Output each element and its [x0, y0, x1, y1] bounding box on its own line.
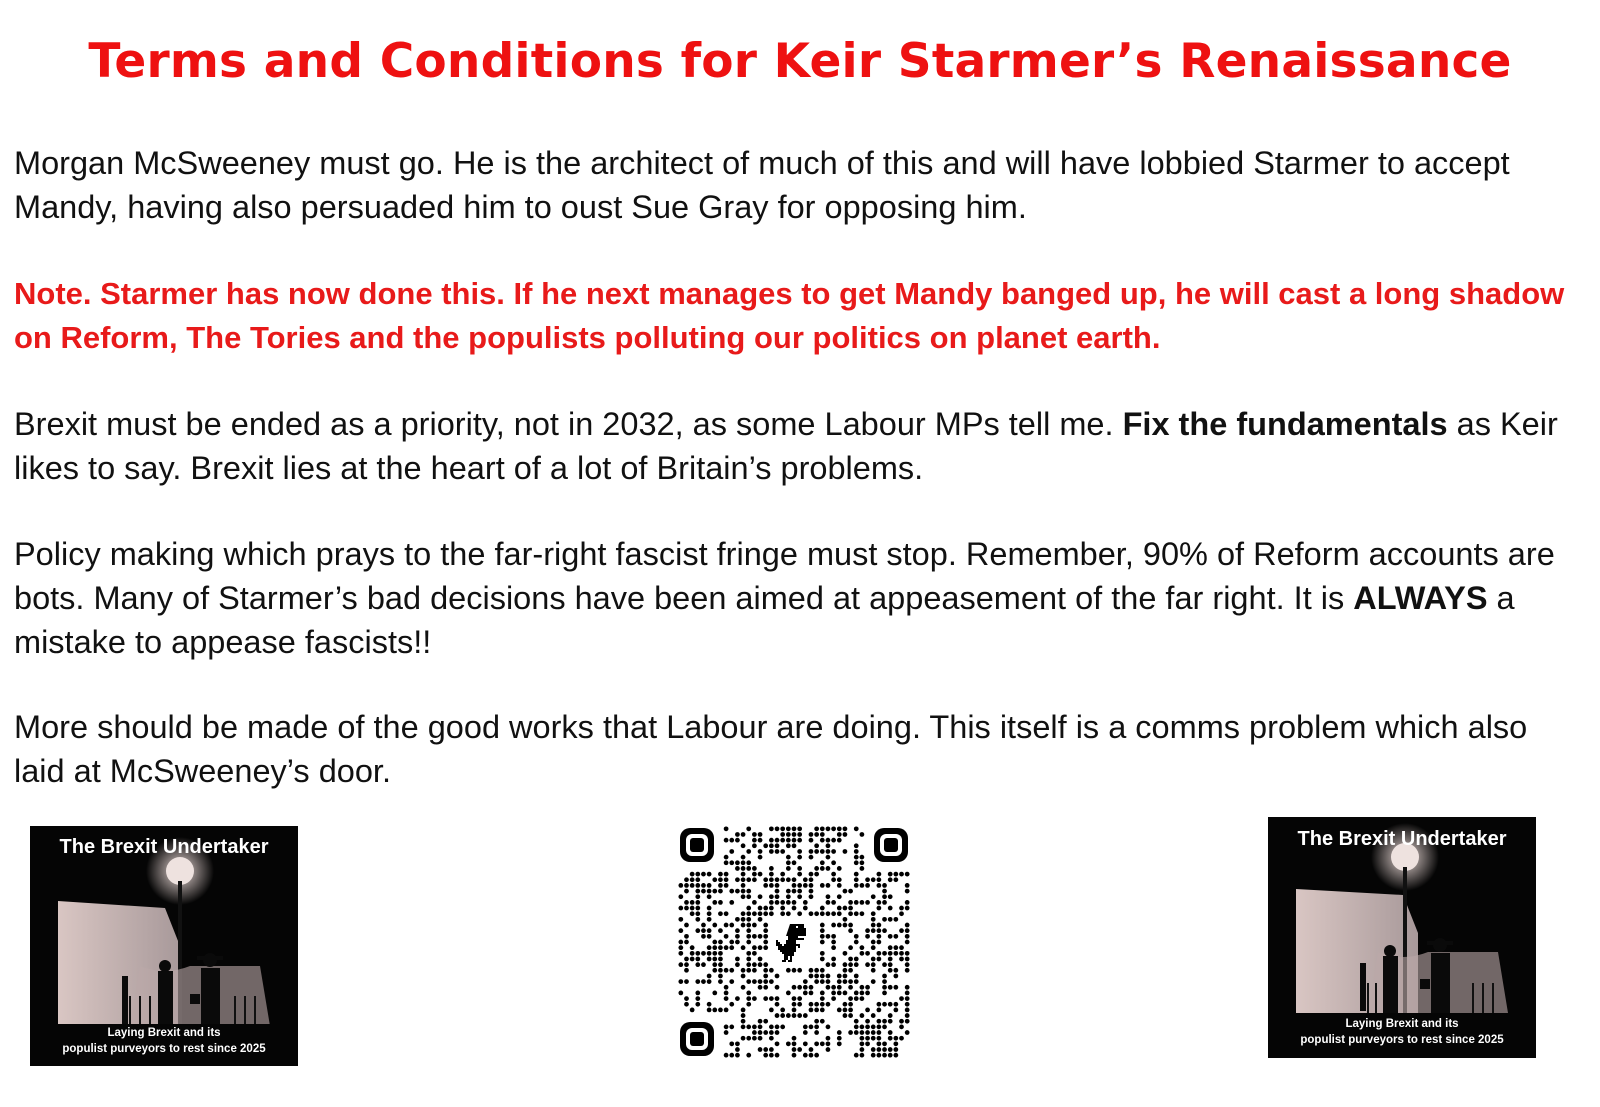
poster-left [30, 826, 298, 1066]
paragraph-comms: More should be made of the good works that Labour are doing. This itself is a comms problem which also laid at McSweeney’s door. [14, 709, 1528, 789]
note-paragraph: Note. Starmer has now done this. If he next manages to get Mandy banged up, he will cast a long shadow on Reform, The Tories and the populists polluting our politics on planet earth. [14, 276, 1565, 355]
poster-left-tagline [30, 1025, 298, 1057]
brexit-text-part2: as Keir likes to say. Brexit lies at the heart of a lot of Britain’s problems. [14, 406, 1558, 486]
policy-text-bold: ALWAYS [1353, 580, 1488, 616]
poster-right [1268, 817, 1536, 1058]
policy-text-part2: a mistake to appease fascists!! [14, 580, 1515, 660]
poster-left-title: The Brexit Undertaker [59, 836, 269, 858]
page-title: Terms and Conditions for Keir Starmer’s Renaissance [88, 34, 1512, 89]
qr-finder-top-left [680, 828, 714, 862]
qr-finder-bottom-left [680, 1022, 714, 1056]
poster-right-tagline-line1: Laying Brexit and its [1345, 1018, 1459, 1030]
dinosaur-icon [772, 920, 816, 964]
brexit-text-bold: Fix the fundamentals [1122, 406, 1448, 442]
paragraph-mcsweeney: Morgan McSweeney must go. He is the architect of much of this and will have lobbied Starmer to accept Mandy, having also persuaded him to oust Sue Gray for opposing him. [14, 145, 1510, 225]
policy-text-part1: Policy making which prays to the far-right fascist fringe must stop. Remember, 90% of Reform accounts are bots. Many of Starmer’s bad decisions have been aimed at appeasement of the far right. It is [14, 536, 1555, 616]
paragraph-policy [14, 532, 1584, 664]
poster-right-tagline [1268, 1016, 1536, 1048]
poster-right-tagline-line2: populist purveyors to rest since 2025 [1300, 1034, 1504, 1046]
brexit-text-part1: Brexit must be ended as a priority, not in 2032, as some Labour MPs tell me. [14, 406, 1123, 442]
poster-left-tagline-line1: Laying Brexit and its [107, 1027, 221, 1039]
poster-right-title: The Brexit Undertaker [1297, 828, 1507, 850]
qr-finder-top-right [874, 828, 908, 862]
poster-left-tagline-line2: populist purveyors to rest since 2025 [62, 1043, 266, 1055]
paragraph-brexit [14, 402, 1584, 490]
qr-code[interactable] [678, 826, 910, 1058]
